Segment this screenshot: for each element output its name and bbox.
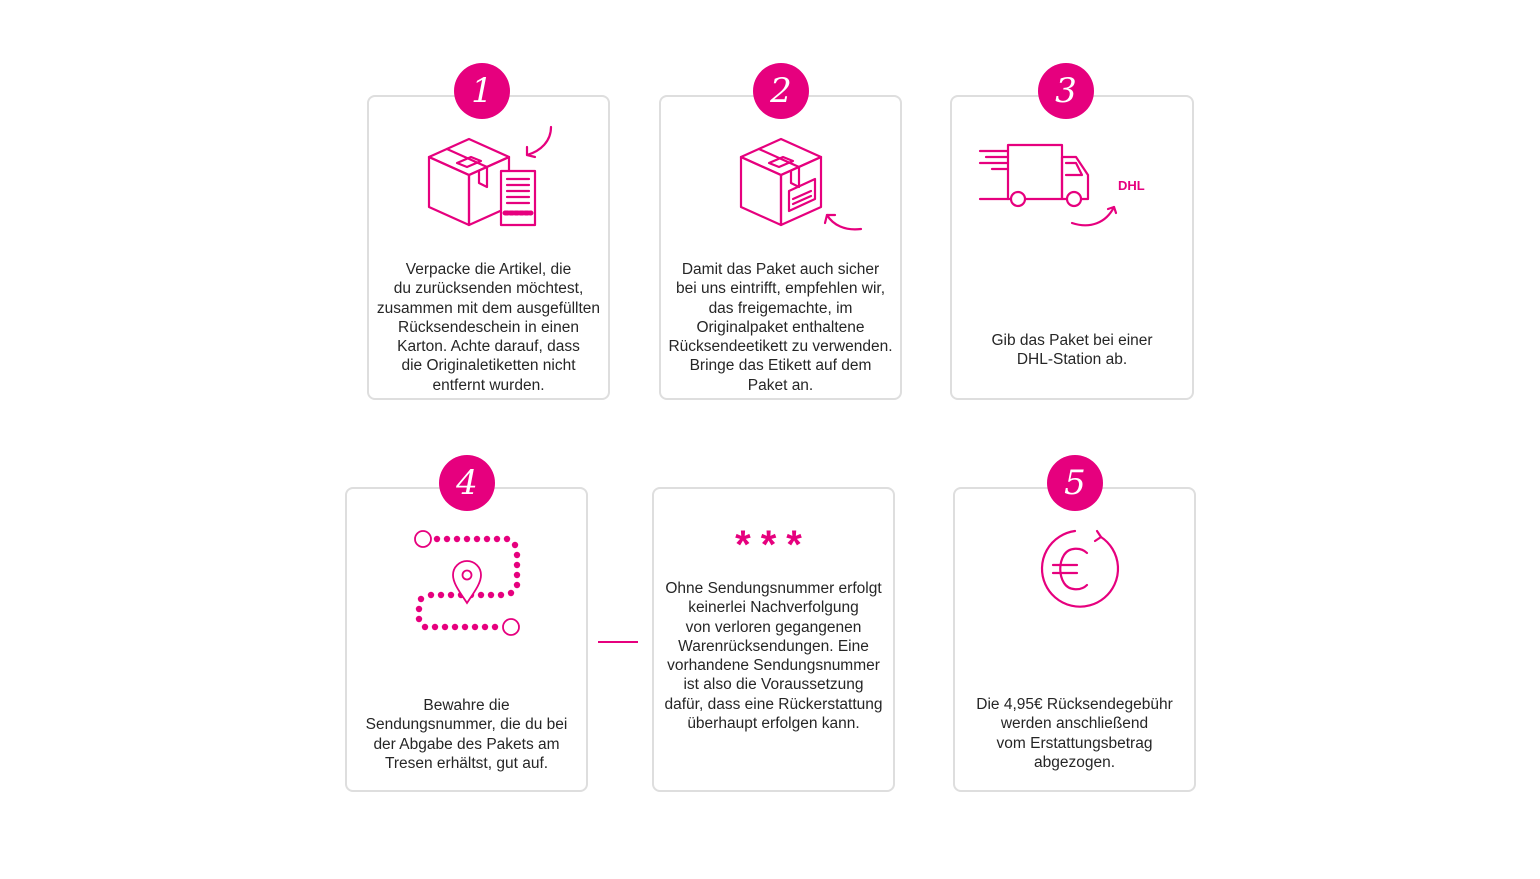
- step-3-card: [950, 95, 1194, 400]
- step-4-card: [345, 487, 588, 792]
- step-5-text: Die 4,95€ Rücksendegebühr werden anschließend vom Erstattungsbetrag abgezogen.: [976, 696, 1173, 771]
- box-with-return-slip-icon: [421, 119, 571, 239]
- dhl-label: DHL: [1118, 178, 1145, 193]
- step-1-text: Verpacke die Artikel, die du zurücksenden möchtest, zusammen mit dem ausgefüllten Rücksendeschein in einen Karton. Achte darauf, dass die Originaletiketten nicht entfernt wurden.: [376, 261, 601, 394]
- note-text: Ohne Sendungsnummer erfolgt keinerlei Nachverfolgung von verloren gegangenen Warenrücksendungen. Eine vorhandene Sendungsnummer ist also die Voraussetzung dafür, dass eine Rückerstattung überhaupt erfolgen kann.: [664, 580, 883, 733]
- step-3-number-badge: 3: [1038, 63, 1094, 119]
- step-4-text: Bewahre die Sendungsnummer, die du bei der Abgabe des Pakets am Tresen erhältst, gut auf.: [365, 697, 568, 772]
- tracking-route-icon: [407, 523, 537, 643]
- step-1-card: [367, 95, 610, 400]
- euro-refund-icon: [1025, 519, 1125, 619]
- note-card: [652, 487, 895, 792]
- delivery-truck-icon: [978, 137, 1128, 237]
- step-5-number-badge: 5: [1047, 455, 1103, 511]
- step-5-card: [953, 487, 1196, 792]
- step-2-number-badge: 2: [753, 63, 809, 119]
- step-1-number-badge: 1: [454, 63, 510, 119]
- step-2-text: Damit das Paket auch sicher bei uns eintrifft, empfehlen wir, das freigemachte, im Originalpaket enthaltene Rücksendeetikett zu verwenden. Bringe das Etikett auf dem Paket an.: [668, 261, 893, 394]
- step-3-text: Gib das Paket bei einer DHL-Station ab.: [991, 332, 1153, 369]
- step-4-number-badge: 4: [439, 455, 495, 511]
- divider-line: [598, 641, 638, 643]
- step-2-card: [659, 95, 902, 400]
- box-with-label-icon: [733, 119, 883, 239]
- stars-decoration: ***: [735, 523, 812, 567]
